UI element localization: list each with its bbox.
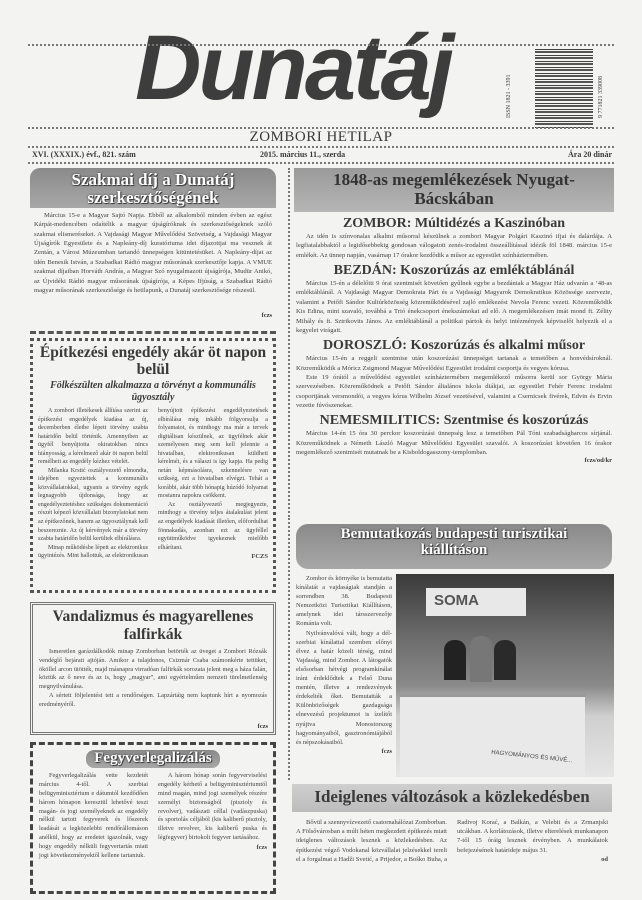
paragraph: Milanka Krstić osztályvezető elmondta, idejében egyeztettek a kommunális közvállalatokkal, ugyanis a törvény egyik legnagyobb újdonsága, hogy az engedélyeztetéshez szükséges dokumentáció részét képező közvállalati bizonylatokat nem az építkezőnek, hanem az ügyosztálynak kell beszereznie. Az új kérvények már a törvény szabta határidőn belül kerültek elbírálásra. xyxy=(38,467,148,543)
author-sign: fczs/od/kr xyxy=(584,457,612,465)
article-body xyxy=(39,772,267,861)
article-body xyxy=(296,818,608,864)
paragraph: Nyilvánvalóvá vált, hogy a dél-szerbiai kínálattal szemben előnyt élvez a határ közeli térség, mind Vajdaság, mind Zombor. A látogatók elsősorban hétvégi programkínálat iránt érdeklődtek a Felső Duna mentén, illetve a rendezvények érdekelték őket. Bemutatták a Különbözőségek gazdagsága elnevezésű projektumot is ízelítőt nyújtva Monostorszeg hagyományaiból, gasztronómiájából és népszokásaiból. xyxy=(296,629,392,746)
paragraph: Az osztályvezető megjegyezte, minthogy a törvény teljes átalakulást jelent az engedélyek kiadását illetően, előfordulhat fönnakadás, azonban ezt az ügyféllel együttműködve igyekeznek mielőbb elhárítani. xyxy=(158,501,268,551)
paragraph: Március 15-én a reggeli szentmise után koszorúzási ünnepséget tartanak a temetőben a honvédsíroknál. Közreműködik a Móricz Zsigmond Magyar Művelődési Egyesület irodalmi csoportja és vegyes kórusa. xyxy=(296,355,612,372)
article-vandalism xyxy=(30,602,276,735)
paragraph: Március 14-én 15 óra 30 perckor koszorúzási ünnepség lesz a temetőben Pál Tóni szabadságharcos sírjánál. Közreműködnek a Németh László Magyar Művelődési Egyesület szavalói. A koszorúzást követően 16 órakor megemlékező szentmisét mutatnak be a Kisboldogasszony-templomban. xyxy=(296,430,612,457)
article-body xyxy=(296,574,392,756)
person xyxy=(470,636,492,682)
paragraph: Minap működésbe lépett az elektronikus ügyintézés. Mint hallottuk, az elektronikusan benyújtott építkezési engedélyeztetések elbírálása még inkább fölgyorsulja a folyamatot, és minthogy ma már a tervek digitálisan készülnek, az ügyfélnek akár személyesen meg sem kell jelennie a hivatalban, elektronikusan küldheti kérelmét, és a választ is így kapja. Ha pedig netán képmásolásra, szkennelésre van szükség, ezt a hivatalban elvégzi. Tehát a korábbi, akár több hónapig húzódó folyamat mostanra napokra csökkent. xyxy=(38,408,268,560)
author-sign: fczs xyxy=(256,844,267,852)
paragraph: Március 15-én a délelőtti 9 órai szentmisét követően gyűlnek egybe a bezdániak a Magyar Ház udvarán a ’48-as emléktáblánál. A Vajdasági Magyar Demokrata Párt és a Vajdasági Magyarok Demokratikus Közössége szervezte, valamint a Petőfi Sándor Kultúrközösség közreműködésével zajló emlékezést Nevola Ferenc vezeti. Közreműködik Kis Edina, mint szavaló, továbbá a Trió énekcsoport énekszámokat ad elő. A megemlékezésen imát mond ft. Zélity Mihály és ft. Sztrikovits János. Az emléktáblánál a politikai pártok és helyi intézmények képviselői helyezik el a kegyelet virágait. xyxy=(296,280,612,334)
paragraph: Március 15-e a Magyar Sajtó Napja. Ebből az alkalomból minden évben az egész Kárpát-medencében odaítélik a magyar újságíróknak és szerkesztőségeknek szóló szakmai elismeréseket. A Vajdasági Magyar Művelődési Szövetség, a Vajdasági Magyar Újságírók Egyesülete és a Napleány-díj kuratóriuma idei díjazottjai ma vesznek át Zentán, a Városi Múzeumban tartandó ünnepségen kitüntetésüket. A Napleány-díjat az idén Benesik István, a Szabadkai Rádió magyar műsorának szerkesztője kapja. A VMUE szakmai díjaiban Horváth András, a Magyar Szó nyugalmazott újságírója, Mudür Anikó, az Újvidéki Rádió magyar műsorának újságírója, a Képes Ifjúság, a Szabadkai Rádió magyar műsorának szerkesztősége és hetilapunk, a Dunatáj szerkesztősége részesül. xyxy=(34,212,272,294)
section-heading: DOROSZLÓ: Koszorúzás és alkalmi műsor xyxy=(322,338,586,354)
headline: Ideiglenes változások a közlekedésben xyxy=(292,784,612,812)
paragraph: Este 19 órától a művelődési egyesület színháztermében megemlékező műsorra kerül sor György Mária szervezésében. Közreműködnek a Petőfi Sándor általános iskola diákjai, az egyesület Fehér Ferenc irodalmi csoportjának versmondói, a vegyes kórus Wilhelm József vezetésével, valamint a Csernicsek fivérek, Edvin és Ervin vezette fúvószenekar. xyxy=(296,373,612,410)
article-expo xyxy=(288,522,614,780)
photo-sign: SOMA xyxy=(426,588,526,616)
person xyxy=(494,640,516,680)
subheadline: Fölkészülten alkalmazza a törvényt a kommunális ügyosztály xyxy=(50,380,256,403)
masthead-logo: Dunatáj xyxy=(135,17,452,119)
paragraph: Fegyverlegalizálás vette kezdetét március 4-től. A szerbiai belügyminisztérium e dátumtól kezdődően három hónapon keresztül lehetővé teszi magán- és jogi személyeknek az engedély nélkül tartott fegyverek és lőszerek leadását a legközelebbi rendőrállomáson anélkül, hogy az eredetet igazolnák, vagy hogy engedély nélküli fegyvertartás miatt jogi következményektől kellene tartaniuk. xyxy=(39,771,148,860)
article-traffic xyxy=(288,782,614,892)
paragraph: A sértett följelentést tett a rendőrségen. Lapzártáig nem kaptunk hírt a nyomozás eredményéről. xyxy=(39,692,267,709)
author-sign: fczs xyxy=(261,312,272,319)
article-body xyxy=(39,648,267,711)
section-heading: BEZDÁN: Koszorúzás az emléktáblánál xyxy=(333,263,575,279)
section-body xyxy=(296,232,612,260)
author-sign: FCZS xyxy=(251,553,268,561)
headline: Építkezési engedély akár öt napon belül xyxy=(39,344,267,379)
author-sign: od xyxy=(601,855,608,863)
paragraph: Az idén is színvonalas alkalmi műsorral készülnek a zombori Magyar Polgári Kaszinó ifjai és dalárdája. A legfiatalabbaktól a legidősebbekig gondosan válogatott zenés-irodalmi összeállítással idézik föl 1848. március 15-e emlékét. Az ünnep napján, vasárnap 17 órakor kezdődik a műsor az egyesület színháztermében. xyxy=(296,233,612,259)
section-body xyxy=(296,429,612,457)
barcode xyxy=(535,48,593,128)
divider xyxy=(28,162,614,164)
article-building xyxy=(30,338,276,593)
paragraph: Bővül a szennyvízvezető csatornahálózat Zomborban. A Fölsővárosban a múlt héten megkezdett építkezés miatt ideiglenes változások lesznek a közlekedésben. Az építkezést végző Vodokanal közvállalat jelzésekkel tereli el a forgalmat a Hadži Svetić, a Prijedor, a Boško Buha, a Radivoj Korać, a Balkán, a Velebit és a Zrmanjski utcákban. A korlátozások, illetve elterelések munkanapon 7-től 15 óráig lesznek érvényben. A munkálatok befejezésének határideje május 31. xyxy=(296,819,608,863)
headline: Bemutatkozás budapesti turisztikai kiállításon xyxy=(296,524,612,569)
headline: 1848-as megemlékezések Nyugat-Bácskában xyxy=(294,168,614,212)
expo-photo xyxy=(396,574,614,777)
paragraph: A zombori illetékesek állítása szerint az építkezési engedélyek kiadása az új, decemberben életbe lépett törvény szabta határidőn belül történik. Amennyiben az ügyfél benyújtotta okiratokban nincs hiányosság, a kérelmező akár öt napon belül remélheti az engedély kézhez vételét. xyxy=(38,408,148,466)
paragraph: Ismeretlen garázdálkodók minap Zomborban betörték az üveget a Zombori Rózsák vendéglő bejárati ajtóján. Amikor a tulajdonos, Csizmár Csaba számonkérte tettüket, ököllel arcon ütötték, majd másnapra virradóan falfirkák sorozata jelent meg a háza falán, köztük az ő neve és az is, hogy „magyar”, ami egyértelműen nemzeti türelmetlenség megnyilvánulása. xyxy=(39,647,267,691)
section-body xyxy=(296,354,612,410)
section-body xyxy=(296,279,612,335)
issue-number: XVI. (XXXIX.) évf., 821. szám xyxy=(32,150,136,159)
article-body xyxy=(34,211,272,295)
barcode-number: 9 771821 339008 xyxy=(598,76,604,118)
issn: ISSN 1821 - 3391 xyxy=(506,74,512,118)
article-body xyxy=(38,407,268,561)
person xyxy=(444,640,466,680)
author-sign: fczs xyxy=(381,747,392,755)
author-sign: fczs xyxy=(257,723,268,730)
paragraph: Zombor és környéke is bemutatta kínálatát a vajdaságiak standján a sorrendben 38. Budapesti Nemzetközi Turisztikai Kiállításon, amelynek idei társszervezője Románia volt. xyxy=(296,575,392,628)
article-award xyxy=(30,168,276,334)
divider xyxy=(28,146,614,148)
subtitle: ZOMBORI HETILAP xyxy=(249,129,393,145)
article-1848 xyxy=(288,168,614,520)
divider xyxy=(28,44,614,46)
headline: Vandalizmus és magyarellenes falfirkák xyxy=(52,608,254,643)
section-heading: NEMESMILITICS: Szentmise és koszorúzás xyxy=(319,413,589,429)
headline: Fegyverlegalizálás xyxy=(86,750,219,768)
headline: Szakmai díj a Dunatáj szerkesztőségének xyxy=(30,168,276,208)
paragraph: A három hónap során fegyverviselési engedély kérhető a belügyminisztériumtól mind magán, mind jogi személyek részére személyi biztonságból (pisztoly és revolver), vadászati céllal (vadászpuska) és sportolás céljából (kis kaliberű pisztoly, illetve revolver, kis kaliberű puska és légfegyver) birtokolt fegyver tartásához. xyxy=(158,771,267,842)
issue-date: 2015. március 11., szerda xyxy=(260,150,346,159)
article-weapons xyxy=(30,742,276,894)
counter-sign: HAGYOMÁNYOS ÉS MŰVÉ... xyxy=(490,749,573,765)
price: Ára 20 dinár xyxy=(568,150,612,159)
stand-counter xyxy=(400,694,585,777)
section-heading: ZOMBOR: Múltidézés a Kaszinóban xyxy=(342,216,566,231)
